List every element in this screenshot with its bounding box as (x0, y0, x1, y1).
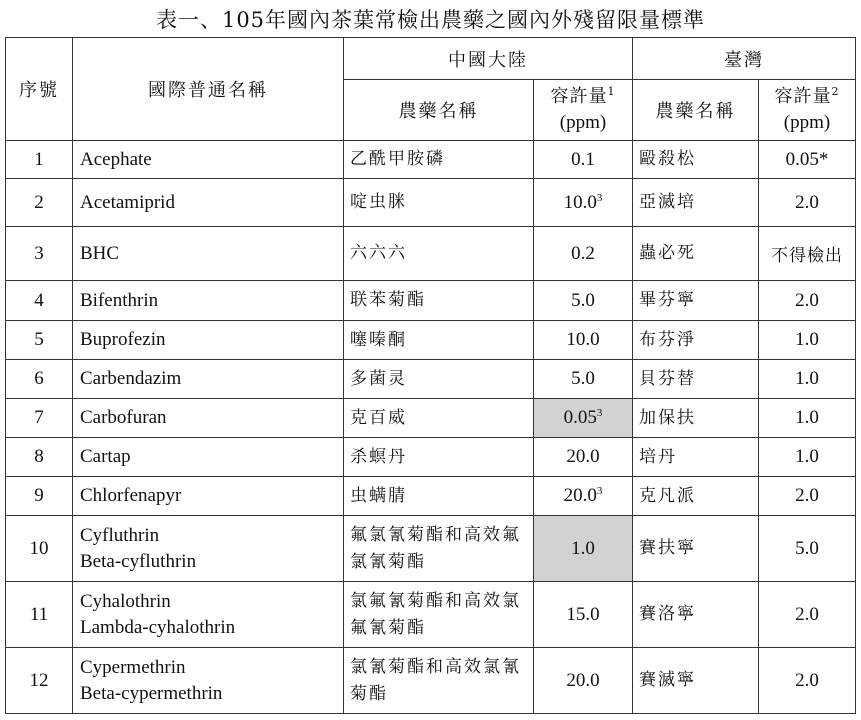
common-name: Acephate (80, 148, 152, 170)
common-name-cell (73, 281, 344, 321)
taiwan-tolerance-value: 2.0 (759, 477, 856, 516)
common-name: Cartap (80, 446, 131, 467)
common-name-cell (73, 477, 344, 516)
common-name-cell (73, 516, 344, 582)
header-taiwan-group: 臺灣 (633, 38, 856, 80)
table-row (6, 438, 856, 477)
header-china-tolerance-label: 容許量 (550, 86, 608, 107)
common-name: Acetamiprid (80, 191, 175, 213)
taiwan-tolerance-value: 0.05* (759, 141, 856, 179)
header-taiwan-tolerance-label: 容許量 (774, 86, 832, 107)
taiwan-pesticide-name: 培丹 (633, 438, 759, 477)
china-pesticide-name: 氯氰菊酯和高效氯氰菊酯 (344, 648, 534, 714)
row-number: 6 (6, 360, 73, 399)
common-name: Cypermethrin (80, 656, 186, 678)
china-pesticide-name: 氯氟氰菊酯和高效氯氟氰菊酯 (344, 582, 534, 648)
taiwan-pesticide-name: 加保扶 (633, 399, 759, 438)
common-name-cell (73, 582, 344, 648)
row-number: 5 (6, 321, 73, 360)
china-tolerance-number: 1.0 (571, 537, 595, 559)
table-title: 表一、105年國內茶葉常檢出農藥之國內外殘留限量標準 (155, 8, 706, 32)
china-pesticide-name: 六六六 (344, 227, 534, 281)
table-body (6, 141, 856, 714)
row-number: 2 (6, 179, 73, 227)
china-tolerance-value (534, 582, 633, 648)
row-number: 12 (6, 648, 73, 714)
china-pesticide-name: 联苯菊酯 (344, 281, 534, 321)
taiwan-pesticide-name: 賽扶寧 (633, 516, 759, 582)
common-name-cell (73, 399, 344, 438)
header-china-tolerance (534, 80, 633, 141)
taiwan-pesticide-name: 亞滅培 (633, 179, 759, 227)
table-row (6, 516, 856, 582)
table-row (6, 141, 856, 179)
common-name-secondary: Beta-cypermethrin (80, 682, 223, 704)
footnote-marker: 3 (596, 485, 603, 497)
footnote-marker: 3 (596, 407, 603, 419)
common-name-secondary: Beta-cyfluthrin (80, 550, 197, 572)
common-name: BHC (80, 242, 120, 264)
china-tolerance-number: 15.0 (566, 603, 600, 625)
common-name-cell (73, 648, 344, 714)
header-taiwan-pesticide-name: 農藥名稱 (633, 80, 759, 141)
taiwan-tolerance-value: 1.0 (759, 438, 856, 477)
header-common-name: 國際普通名稱 (73, 38, 344, 141)
china-tolerance-number: 20.0 (566, 446, 600, 467)
china-tolerance-number: 20.0 (563, 485, 597, 506)
taiwan-pesticide-name: 布芬淨 (633, 321, 759, 360)
china-tolerance-value (534, 516, 633, 582)
china-tolerance-value (534, 141, 633, 179)
common-name-cell (73, 438, 344, 477)
china-tolerance-value (534, 399, 633, 438)
header-china-pesticide-name: 農藥名稱 (344, 80, 534, 141)
china-pesticide-name: 乙酰甲胺磷 (344, 141, 534, 179)
row-number: 7 (6, 399, 73, 438)
table-row (6, 477, 856, 516)
china-pesticide-name: 氟氯氰菊酯和高效氟氯氰菊酯 (344, 516, 534, 582)
row-number: 11 (6, 582, 73, 648)
footnote-marker: 3 (596, 191, 603, 204)
common-name-secondary: Lambda-cyhalothrin (80, 616, 236, 638)
taiwan-tolerance-value: 2.0 (759, 648, 856, 714)
china-tolerance-number: 10.0 (563, 191, 597, 213)
china-tolerance-number: 5.0 (571, 289, 595, 311)
china-tolerance-value (534, 477, 633, 516)
row-number: 3 (6, 227, 73, 281)
common-name: Cyhalothrin (80, 590, 171, 612)
table-row (6, 227, 856, 281)
taiwan-pesticide-name: 貝芬替 (633, 360, 759, 399)
table-row (6, 281, 856, 321)
china-pesticide-name: 虫螨腈 (344, 477, 534, 516)
taiwan-tolerance-value: 1.0 (759, 321, 856, 360)
taiwan-pesticide-name: 賽滅寧 (633, 648, 759, 714)
taiwan-tolerance-value: 1.0 (759, 360, 856, 399)
row-number: 4 (6, 281, 73, 321)
taiwan-pesticide-name: 蟲必死 (633, 227, 759, 281)
china-tolerance-number: 0.05 (563, 407, 597, 428)
common-name-cell (73, 179, 344, 227)
china-tolerance-value (534, 179, 633, 227)
taiwan-pesticide-name: 賽洛寧 (633, 582, 759, 648)
header-taiwan-tolerance-sup: 2 (831, 85, 840, 98)
taiwan-tolerance-value: 不得檢出 (759, 227, 856, 281)
china-tolerance-number: 5.0 (571, 368, 595, 389)
common-name: Buprofezin (80, 329, 166, 350)
residue-limit-table (5, 37, 856, 714)
row-number: 9 (6, 477, 73, 516)
common-name: Chlorfenapyr (80, 485, 182, 506)
china-tolerance-value (534, 321, 633, 360)
china-pesticide-name: 噻嗪酮 (344, 321, 534, 360)
header-taiwan-unit: (ppm) (783, 112, 831, 133)
china-tolerance-number: 20.0 (566, 669, 600, 691)
china-tolerance-value (534, 360, 633, 399)
taiwan-tolerance-value: 2.0 (759, 582, 856, 648)
china-tolerance-number: 0.2 (571, 242, 595, 264)
common-name: Carbofuran (80, 407, 167, 428)
china-pesticide-name: 杀螟丹 (344, 438, 534, 477)
table-row (6, 360, 856, 399)
china-tolerance-value (534, 227, 633, 281)
header-seq: 序號 (6, 38, 73, 141)
taiwan-pesticide-name: 克凡派 (633, 477, 759, 516)
common-name-cell (73, 321, 344, 360)
header-taiwan-tolerance (759, 80, 856, 141)
common-name: Cyfluthrin (80, 524, 160, 546)
table-row (6, 648, 856, 714)
china-pesticide-name: 啶虫脒 (344, 179, 534, 227)
table-row (6, 582, 856, 648)
row-number: 8 (6, 438, 73, 477)
china-tolerance-value (534, 438, 633, 477)
header-china-unit: (ppm) (559, 112, 607, 133)
header-china-tolerance-sup: 1 (607, 85, 616, 98)
common-name-cell (73, 227, 344, 281)
china-tolerance-number: 10.0 (566, 329, 600, 350)
table-row (6, 321, 856, 360)
common-name: Carbendazim (80, 368, 182, 389)
row-number: 10 (6, 516, 73, 582)
table-row (6, 179, 856, 227)
row-number: 1 (6, 141, 73, 179)
taiwan-pesticide-name: 畢芬寧 (633, 281, 759, 321)
china-tolerance-number: 0.1 (571, 148, 595, 170)
china-pesticide-name: 克百威 (344, 399, 534, 438)
common-name-cell (73, 141, 344, 179)
china-tolerance-value (534, 648, 633, 714)
table-row (6, 399, 856, 438)
taiwan-tolerance-value: 1.0 (759, 399, 856, 438)
taiwan-tolerance-value: 5.0 (759, 516, 856, 582)
china-tolerance-value (534, 281, 633, 321)
taiwan-tolerance-value: 2.0 (759, 281, 856, 321)
china-pesticide-name: 多菌灵 (344, 360, 534, 399)
header-china-group: 中國大陸 (344, 38, 633, 80)
taiwan-pesticide-name: 毆殺松 (633, 141, 759, 179)
common-name: Bifenthrin (80, 289, 159, 311)
taiwan-tolerance-value: 2.0 (759, 179, 856, 227)
common-name-cell (73, 360, 344, 399)
